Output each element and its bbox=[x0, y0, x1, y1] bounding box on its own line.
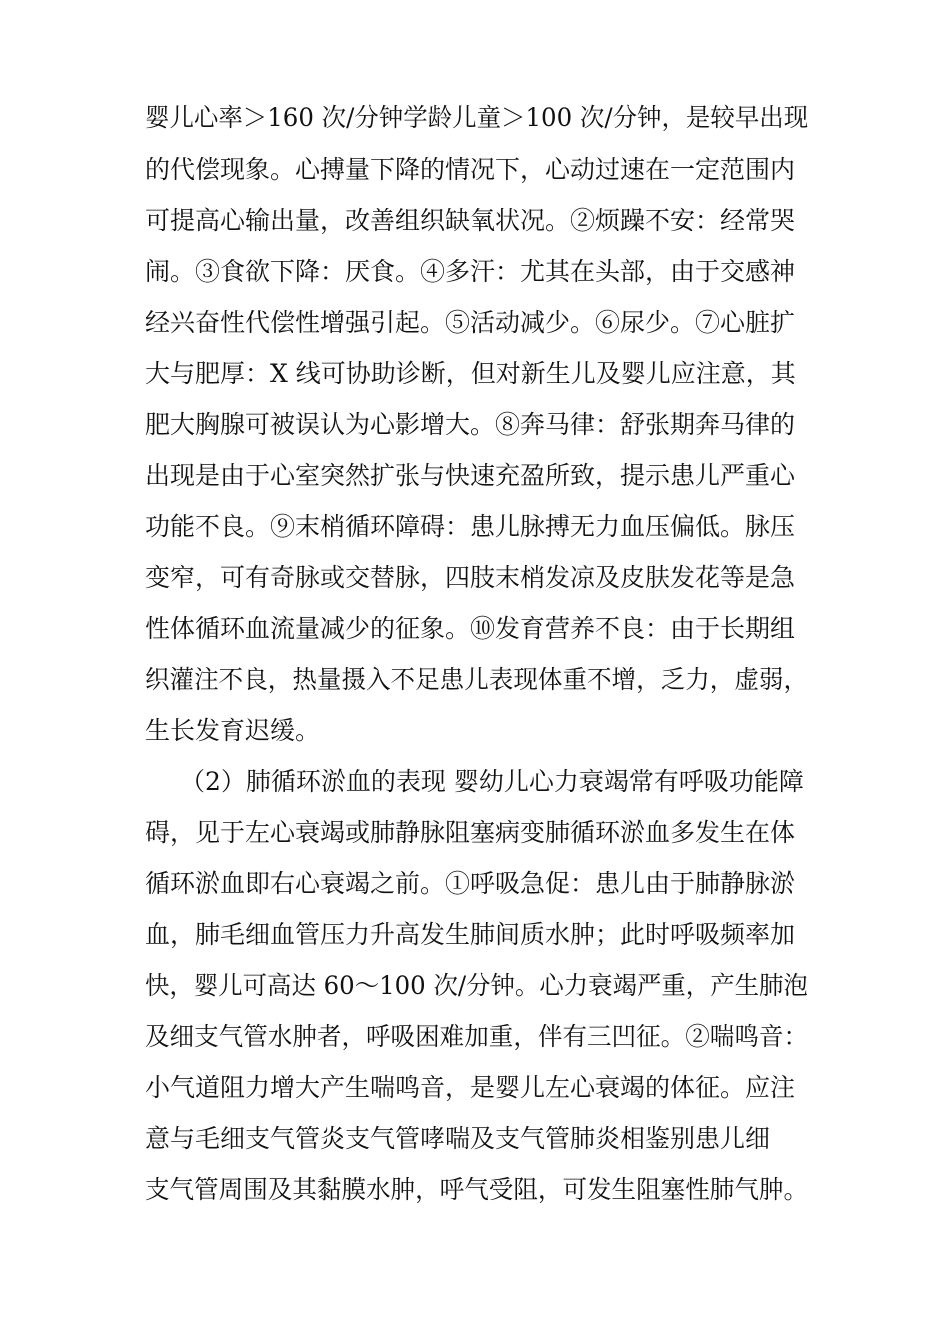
text-line: 出现是由于心室突然扩张与快速充盈所致，提示患儿严重心 bbox=[145, 461, 796, 490]
text-line: 织灌注不良，热量摄入不足患儿表现体重不增，乏力，虚弱， bbox=[145, 665, 809, 694]
text-line: 大与肥厚：X 线可协助诊断，但对新生儿及婴儿应注意，其 bbox=[145, 359, 796, 388]
text-line: 快，婴儿可高达 60～100 次/分钟。心力衰竭严重，产生肺泡 bbox=[145, 971, 808, 1000]
text-line: 变窄，可有奇脉或交替脉，四肢末梢发凉及皮肤发花等是急 bbox=[145, 563, 796, 592]
text-line: 支气管周围及其黏膜水肿，呼气受阻，可发生阻塞性肺气肿。 bbox=[145, 1175, 809, 1204]
text-line: 意与毛细支气管炎支气管哮喘及支气管肺炎相鉴别患儿细 bbox=[145, 1124, 771, 1153]
text-line: 功能不良。⑨末梢循环障碍：患儿脉搏无力血压偏低。脉压 bbox=[145, 512, 796, 541]
text-line: 循环淤血即右心衰竭之前。①呼吸急促：患儿由于肺静脉淤 bbox=[145, 869, 796, 898]
text-line: 肥大胸腺可被误认为心影增大。⑧奔马律：舒张期奔马律的 bbox=[145, 410, 796, 439]
text-line: 及细支气管水肿者，呼吸困难加重，伴有三凹征。②喘鸣音： bbox=[145, 1022, 809, 1051]
text-line: 闹。③食欲下降：厌食。④多汗：尤其在头部，由于交感神 bbox=[145, 257, 796, 286]
text-line: 可提高心输出量，改善组织缺氧状况。②烦躁不安：经常哭 bbox=[145, 206, 796, 235]
paragraph-start-line: （2）肺循环淤血的表现 婴幼儿心力衰竭常有呼吸功能障 bbox=[180, 767, 804, 796]
text-line: 的代偿现象。心搏量下降的情况下，心动过速在一定范围内 bbox=[145, 155, 796, 184]
text-line: 碍，见于左心衰竭或肺静脉阻塞病变肺循环淤血多发生在体 bbox=[145, 818, 796, 847]
text-line: 血，肺毛细血管压力升高发生肺间质水肿；此时呼吸频率加 bbox=[145, 920, 796, 949]
text-line: 经兴奋性代偿性增强引起。⑤活动减少。⑥尿少。⑦心脏扩 bbox=[145, 308, 796, 337]
text-line: 婴儿心率＞160 次/分钟学龄儿童＞100 次/分钟，是较早出现 bbox=[145, 103, 809, 132]
text-line: 小气道阻力增大产生喘鸣音，是婴儿左心衰竭的体征。应注 bbox=[145, 1073, 796, 1102]
text-line: 生长发育迟缓。 bbox=[145, 716, 321, 745]
text-line: 性体循环血流量减少的征象。⑩发育营养不良：由于长期组 bbox=[145, 614, 796, 643]
